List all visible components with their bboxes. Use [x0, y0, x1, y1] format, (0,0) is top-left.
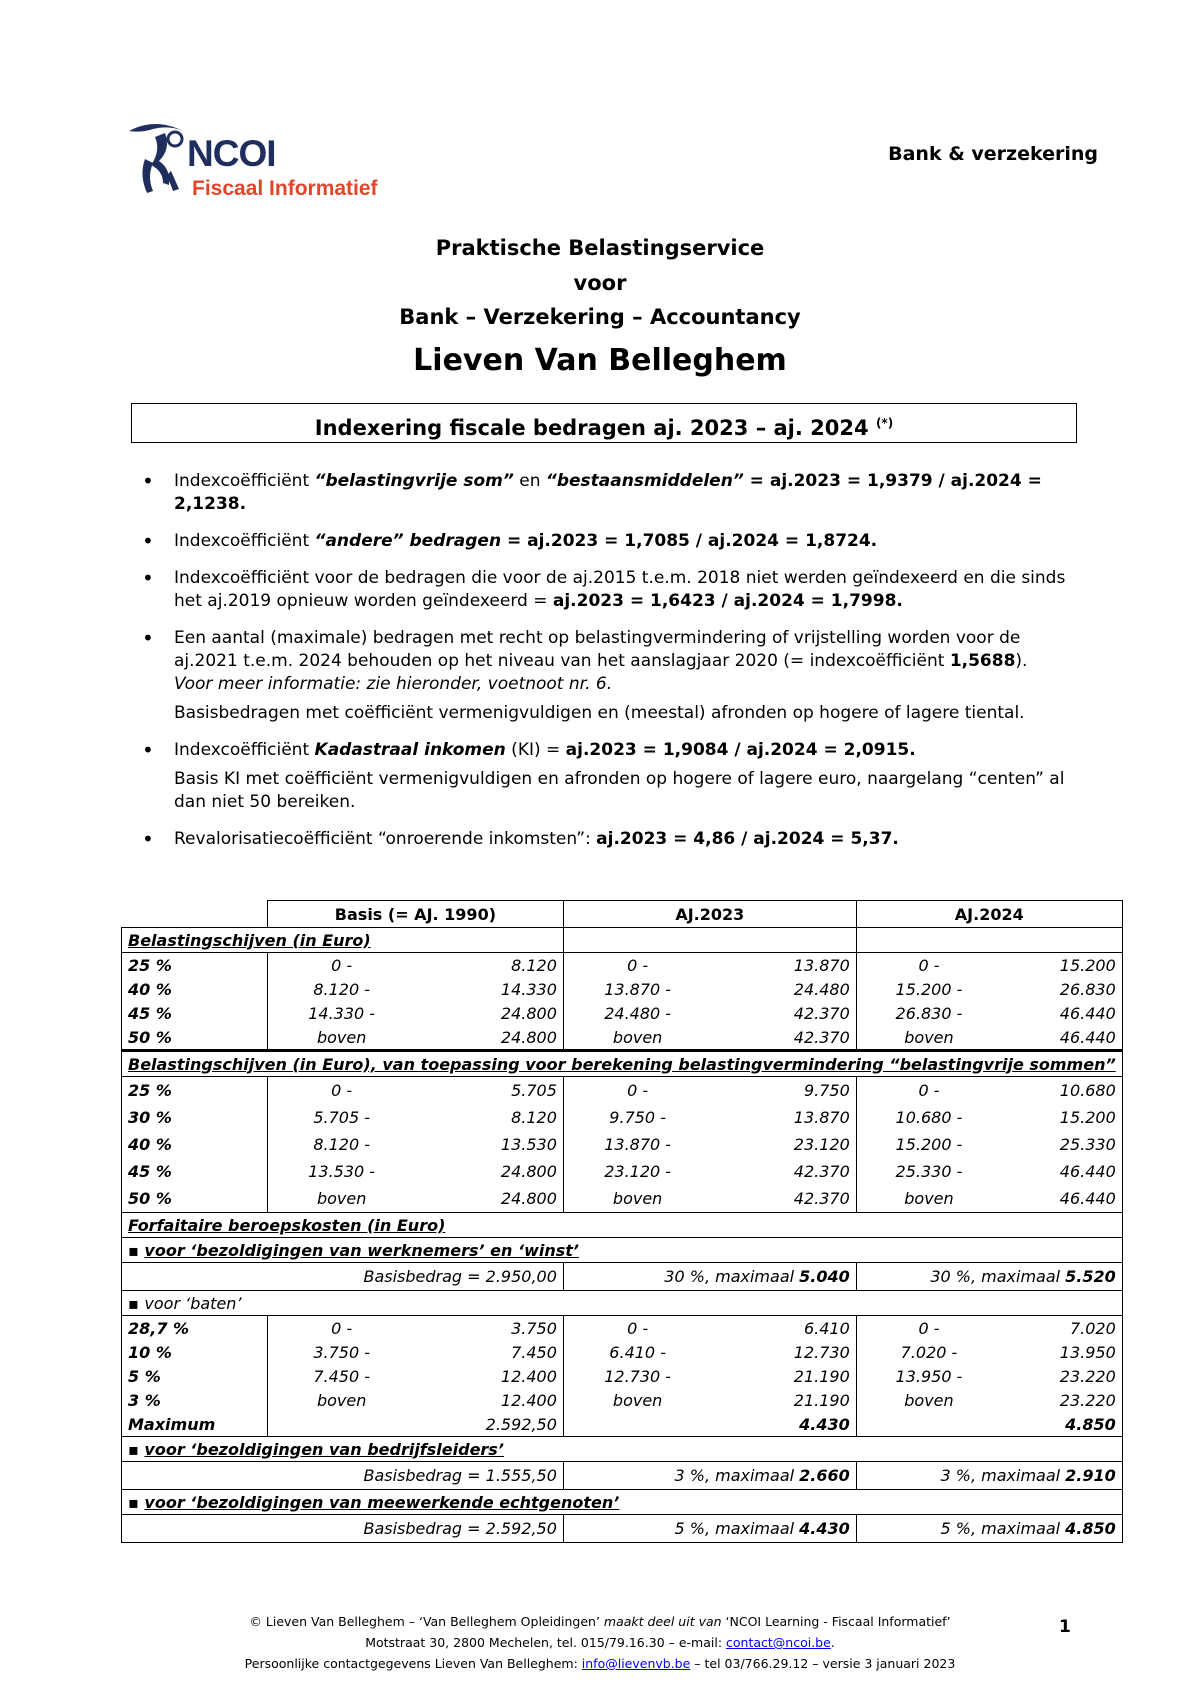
range-to: 42.370: [711, 1158, 856, 1185]
section-body: [122, 1077, 1123, 1213]
range-from: boven: [612, 1189, 663, 1208]
bullet-text: Indexcoëfficiënt: [174, 471, 315, 491]
contact-email-link[interactable]: contact@ncoi.be: [726, 1635, 831, 1650]
range-to: 42.370: [711, 1025, 856, 1051]
table-row: [122, 1025, 1123, 1051]
range-from: 8.120 -: [313, 979, 370, 999]
boxed-title-footnote: (*): [875, 416, 894, 430]
bullet-text: en: [513, 471, 546, 491]
bullet-item: [138, 739, 1078, 762]
range-from: 26.830 -: [895, 1003, 963, 1023]
basis-max: 4.850: [1065, 1519, 1116, 1538]
table-row: [122, 1077, 1123, 1105]
bullet-value: aj.2023 = 1,6423 / aj.2024 = 1,7998.: [552, 591, 903, 611]
range-to: 7.450: [415, 1340, 563, 1364]
basis-text: 3 %, maximaal: [674, 1466, 800, 1485]
bullet-quote: Kadastraal inkomen: [314, 740, 506, 760]
range-from: 23.120 -: [604, 1162, 672, 1181]
subsection-title: [122, 1490, 1123, 1515]
section-body: [122, 1316, 1123, 1413]
row-label: 45 %: [122, 1001, 268, 1025]
range-to: 13.870: [711, 953, 856, 978]
row-label: 40 %: [122, 1131, 268, 1158]
basis-text: 3 %, maximaal: [940, 1466, 1066, 1485]
range-from: 13.870 -: [604, 1135, 672, 1154]
basis-row: [122, 1263, 1123, 1291]
range-from: 13.870 -: [604, 979, 672, 999]
page-number: 1: [1059, 1617, 1071, 1637]
range-to: 24.800: [415, 1025, 563, 1051]
table-row: [122, 1104, 1123, 1131]
range-to: 46.440: [1001, 1158, 1122, 1185]
subsection-label: voor ‘bezoldigingen van werknemers’ en ‘winst’: [144, 1240, 579, 1260]
table-row: [122, 977, 1123, 1001]
range-to: 24.800: [415, 1185, 563, 1213]
subsection-row: [122, 1238, 1123, 1263]
range-to: 5.705: [415, 1077, 563, 1105]
personal-email-link[interactable]: info@lievenvb.be: [581, 1656, 691, 1671]
range-from: 0 -: [563, 1077, 711, 1105]
basis-2024: [856, 1515, 1122, 1543]
bullet-subtext: Basisbedragen met coëfficiënt vermenigvuldigen en (meestal) afronden op hogere of lagere tiental.: [174, 703, 1025, 723]
bullet-note: Voor meer informatie: zie hieronder, voetnoot nr. 6.: [174, 674, 613, 694]
range-to: 42.370: [711, 1001, 856, 1025]
cell-value: 2.592,50: [415, 1412, 563, 1437]
title-line-3: Bank – Verzekering – Accountancy: [399, 305, 801, 329]
row-label: 28,7 %: [122, 1316, 268, 1341]
range-to: 42.370: [711, 1185, 856, 1213]
basis-row: [122, 1462, 1123, 1490]
range-from: boven: [612, 1390, 663, 1410]
range-from: 3.750 -: [313, 1342, 370, 1362]
subsection-row: [122, 1490, 1123, 1515]
range-from: 0 -: [856, 1077, 1001, 1105]
range-to: 46.440: [1001, 1025, 1122, 1051]
table-row: [122, 1158, 1123, 1185]
footer-line-1: [0, 1612, 1200, 1632]
range-to: 25.330: [1001, 1131, 1122, 1158]
bullet-subtext: Basis KI met coëfficiënt vermenigvuldigen en afronden op hogere of lagere euro, naargelang “centen” al dan niet 50 bereiken.: [174, 769, 1065, 812]
bullet-text: (KI) =: [505, 740, 566, 760]
range-to: 12.400: [415, 1364, 563, 1388]
bullet-text: Indexcoëfficiënt voor de bedragen die voor de aj.2015 t.e.m. 2018 niet werden geïndexeerd en die sinds het aj.2019 opnieuw worden geïndexeerd =: [174, 568, 1066, 611]
basis-amount: Basisbedrag = 2.592,50: [122, 1515, 564, 1543]
range-from: 8.120 -: [313, 1135, 370, 1154]
range-from: boven: [904, 1027, 954, 1047]
range-to: 21.190: [711, 1388, 856, 1412]
row-label: 50 %: [122, 1025, 268, 1051]
range-to: 10.680: [1001, 1077, 1122, 1105]
subsection-title: [122, 1437, 1123, 1462]
bullet-square-icon: ▪: [128, 1293, 139, 1313]
section-header-row: [122, 928, 1123, 953]
bullet-item: [138, 828, 1078, 851]
section-title: Forfaitaire beroepskosten (in Euro): [122, 1213, 1123, 1238]
bullet-text: Een aantal (maximale) bedragen met recht op belastingvermindering of vrijstelling worden voor de aj.2021 t.e.m. 2024 behouden op het niveau van het aanslagjaar 2020 (= indexcoëfficiënt: [174, 628, 1021, 671]
basis-max: 2.910: [1065, 1466, 1116, 1485]
range-from: 13.530 -: [308, 1162, 376, 1181]
range-from: boven: [316, 1027, 367, 1047]
column-header: AJ.2023: [563, 901, 856, 928]
range-to: 12.400: [415, 1388, 563, 1412]
cell-value: 4.430: [711, 1412, 856, 1437]
range-to: 15.200: [1001, 1104, 1122, 1131]
range-from: 12.730 -: [604, 1366, 672, 1386]
bullet-item: [138, 470, 1078, 516]
basis-amount: Basisbedrag = 2.950,00: [122, 1263, 564, 1291]
range-from: 15.200 -: [895, 1135, 963, 1154]
subsection-label: voor ‘bezoldigingen van bedrijfsleiders’: [144, 1439, 504, 1459]
basis-2024: [856, 1263, 1122, 1291]
bullet-value: = aj.2023 = 1,7085 / aj.2024 = 1,8724.: [501, 531, 878, 551]
range-from: 0 -: [267, 1316, 415, 1341]
basis-max: 5.040: [799, 1267, 850, 1286]
table-row: [122, 1412, 1123, 1437]
range-to: 13.950: [1001, 1340, 1122, 1364]
logo-subtitle: Fiscaal Informatief: [192, 177, 378, 200]
table-header-row: [122, 901, 1123, 928]
boxed-title-text: Indexering fiscale bedragen aj. 2023 – aj. 2024: [314, 416, 869, 440]
title-line-1: Praktische Belastingservice: [435, 236, 765, 260]
footer-text: – tel 03/766.29.12 – versie 3 januari 2023: [690, 1656, 956, 1671]
range-to: 6.410: [711, 1316, 856, 1341]
range-from: boven: [612, 1027, 663, 1047]
range-to: 13.530: [415, 1131, 563, 1158]
range-from: boven: [904, 1189, 954, 1208]
table-row: [122, 1185, 1123, 1213]
range-from: boven: [316, 1189, 367, 1208]
row-label: 5 %: [122, 1364, 268, 1388]
basis-max: 2.660: [799, 1466, 850, 1485]
author-name: Lieven Van Belleghem: [413, 343, 787, 378]
range-from: 0 -: [267, 1077, 415, 1105]
range-from: 24.480 -: [604, 1003, 672, 1023]
table-row: [122, 953, 1123, 978]
column-header: Basis (= AJ. 1990): [267, 901, 563, 928]
footer-text: Motstraat 30, 2800 Mechelen, tel. 015/79.16.30 – e-mail:: [365, 1635, 727, 1650]
footer-text: .: [830, 1635, 835, 1650]
range-from: 13.950 -: [895, 1366, 963, 1386]
row-label: 25 %: [122, 1077, 268, 1105]
table-row: [122, 1388, 1123, 1412]
range-to: 12.730: [711, 1340, 856, 1364]
basis-max: 5.520: [1065, 1267, 1116, 1286]
range-to: 24.800: [415, 1001, 563, 1025]
range-from: boven: [316, 1390, 367, 1410]
subsection-row: [122, 1291, 1123, 1316]
range-to: 15.200: [1001, 953, 1122, 978]
range-from: 15.200 -: [895, 979, 963, 999]
row-label: Maximum: [122, 1412, 268, 1437]
table-row: [122, 1316, 1123, 1341]
bullet-square-icon: ▪: [128, 1240, 139, 1260]
footer-line-2: [0, 1633, 1200, 1653]
range-to: 7.020: [1001, 1316, 1122, 1341]
range-to: 46.440: [1001, 1001, 1122, 1025]
basis-text: 5 %, maximaal: [674, 1519, 800, 1538]
range-from: 0 -: [856, 1316, 1001, 1341]
section-title: Belastingschijven (in Euro), van toepassing voor berekening belastingvermindering “belastingvrije sommen”: [122, 1051, 1123, 1077]
row-label: 3 %: [122, 1388, 268, 1412]
boxed-title: [131, 403, 1077, 443]
range-to: 24.480: [711, 977, 856, 1001]
range-to: 13.870: [711, 1104, 856, 1131]
range-to: 21.190: [711, 1364, 856, 1388]
range-to: 46.440: [1001, 1185, 1122, 1213]
bullet-quote: “andere” bedragen: [314, 531, 502, 551]
section-header-row: [122, 1213, 1123, 1238]
basis-2023: [563, 1462, 856, 1490]
range-from: 25.330 -: [895, 1162, 963, 1181]
footer-text: © Lieven Van Belleghem – ‘Van Belleghem Opleidingen’: [249, 1614, 604, 1629]
range-from: 0 -: [563, 953, 711, 978]
range-to: 3.750: [415, 1316, 563, 1341]
bullet-item: [138, 627, 1078, 696]
bullet-text: ).: [1015, 651, 1028, 671]
section-header-row: [122, 1051, 1123, 1077]
footer-text: Persoonlijke contactgegevens Lieven Van Belleghem:: [244, 1656, 582, 1671]
bullet-item: [138, 530, 1078, 553]
range-from: 9.750 -: [609, 1108, 666, 1127]
bullet-item: [138, 567, 1078, 613]
basis-text: 5 %, maximaal: [940, 1519, 1066, 1538]
basis-2023: [563, 1263, 856, 1291]
row-label: 30 %: [122, 1104, 268, 1131]
basis-max: 4.430: [799, 1519, 850, 1538]
section-tag: Bank & verzekering: [888, 143, 1098, 165]
range-from: 7.450 -: [313, 1366, 370, 1386]
range-from: 10.680 -: [895, 1108, 963, 1127]
range-from: 0 -: [563, 1316, 711, 1341]
range-from: boven: [904, 1390, 954, 1410]
bullet-text: Indexcoëfficiënt: [174, 740, 315, 760]
range-to: 8.120: [415, 1104, 563, 1131]
range-from: 5.705 -: [313, 1108, 370, 1127]
range-to: 23.120: [711, 1131, 856, 1158]
row-label: 45 %: [122, 1158, 268, 1185]
title-line-2: voor: [573, 271, 627, 295]
bullet-square-icon: ▪: [128, 1492, 139, 1512]
subsection-label: voor ‘baten’: [144, 1293, 242, 1313]
cell-value: 4.850: [1001, 1412, 1122, 1437]
range-to: 8.120: [415, 953, 563, 978]
bullet-value: aj.2023 = 1,9084 / aj.2024 = 2,0915.: [565, 740, 916, 760]
column-header: AJ.2024: [856, 901, 1122, 928]
bullet-quote: “bestaansmiddelen”: [545, 471, 744, 491]
bullet-value: 1,5688: [949, 651, 1016, 671]
basis-2023: [563, 1515, 856, 1543]
footer-text: maakt deel uit van: [603, 1614, 722, 1629]
row-label: 25 %: [122, 953, 268, 978]
basis-2024: [856, 1462, 1122, 1490]
bullet-value: = aj.2023 = 1,9379 / aj.2024 = 2,1238.: [174, 471, 1042, 514]
range-from: 7.020 -: [900, 1342, 958, 1362]
footer-line-3: [0, 1654, 1200, 1674]
footer-text: ‘NCOI Learning - Fiscaal Informatief’: [721, 1614, 951, 1629]
section-body: [122, 953, 1123, 1051]
range-from: 0 -: [856, 953, 1001, 978]
bullet-text: Indexcoëfficiënt: [174, 531, 315, 551]
range-from: 14.330 -: [308, 1003, 376, 1023]
row-label: 50 %: [122, 1185, 268, 1213]
range-from: 0 -: [267, 953, 415, 978]
bullet-text: Revalorisatiecoëfficiënt “onroerende inkomsten”:: [174, 829, 597, 849]
bullet-quote: “belastingvrije som”: [314, 471, 514, 491]
bullet-list: [138, 470, 1078, 865]
subsection-title: [122, 1291, 1123, 1316]
range-to: 26.830: [1001, 977, 1122, 1001]
subsection-title: [122, 1238, 1123, 1263]
table-row: [122, 1364, 1123, 1388]
section-title: Belastingschijven (in Euro): [122, 928, 564, 953]
range-to: 23.220: [1001, 1364, 1122, 1388]
basis-text: 30 %, maximaal: [930, 1267, 1066, 1286]
range-to: 24.800: [415, 1158, 563, 1185]
bullet-value: aj.2023 = 4,86 / aj.2024 = 5,37.: [596, 829, 899, 849]
row-label: 10 %: [122, 1340, 268, 1364]
bullet-square-icon: ▪: [128, 1439, 139, 1459]
basis-row: [122, 1515, 1123, 1543]
subsection-label: voor ‘bezoldigingen van meewerkende echtgenoten’: [144, 1492, 620, 1512]
table-row: [122, 1340, 1123, 1364]
row-label: 40 %: [122, 977, 268, 1001]
range-from: 6.410 -: [609, 1342, 666, 1362]
subsection-row: [122, 1437, 1123, 1462]
basis-amount: Basisbedrag = 1.555,50: [122, 1462, 564, 1490]
table-row: [122, 1001, 1123, 1025]
range-to: 23.220: [1001, 1388, 1122, 1412]
range-to: 9.750: [711, 1077, 856, 1105]
table-row: [122, 1131, 1123, 1158]
range-to: 14.330: [415, 977, 563, 1001]
basis-text: 30 %, maximaal: [664, 1267, 800, 1286]
tax-table: [121, 900, 1123, 1543]
logo-brand: NCOI: [187, 133, 276, 174]
